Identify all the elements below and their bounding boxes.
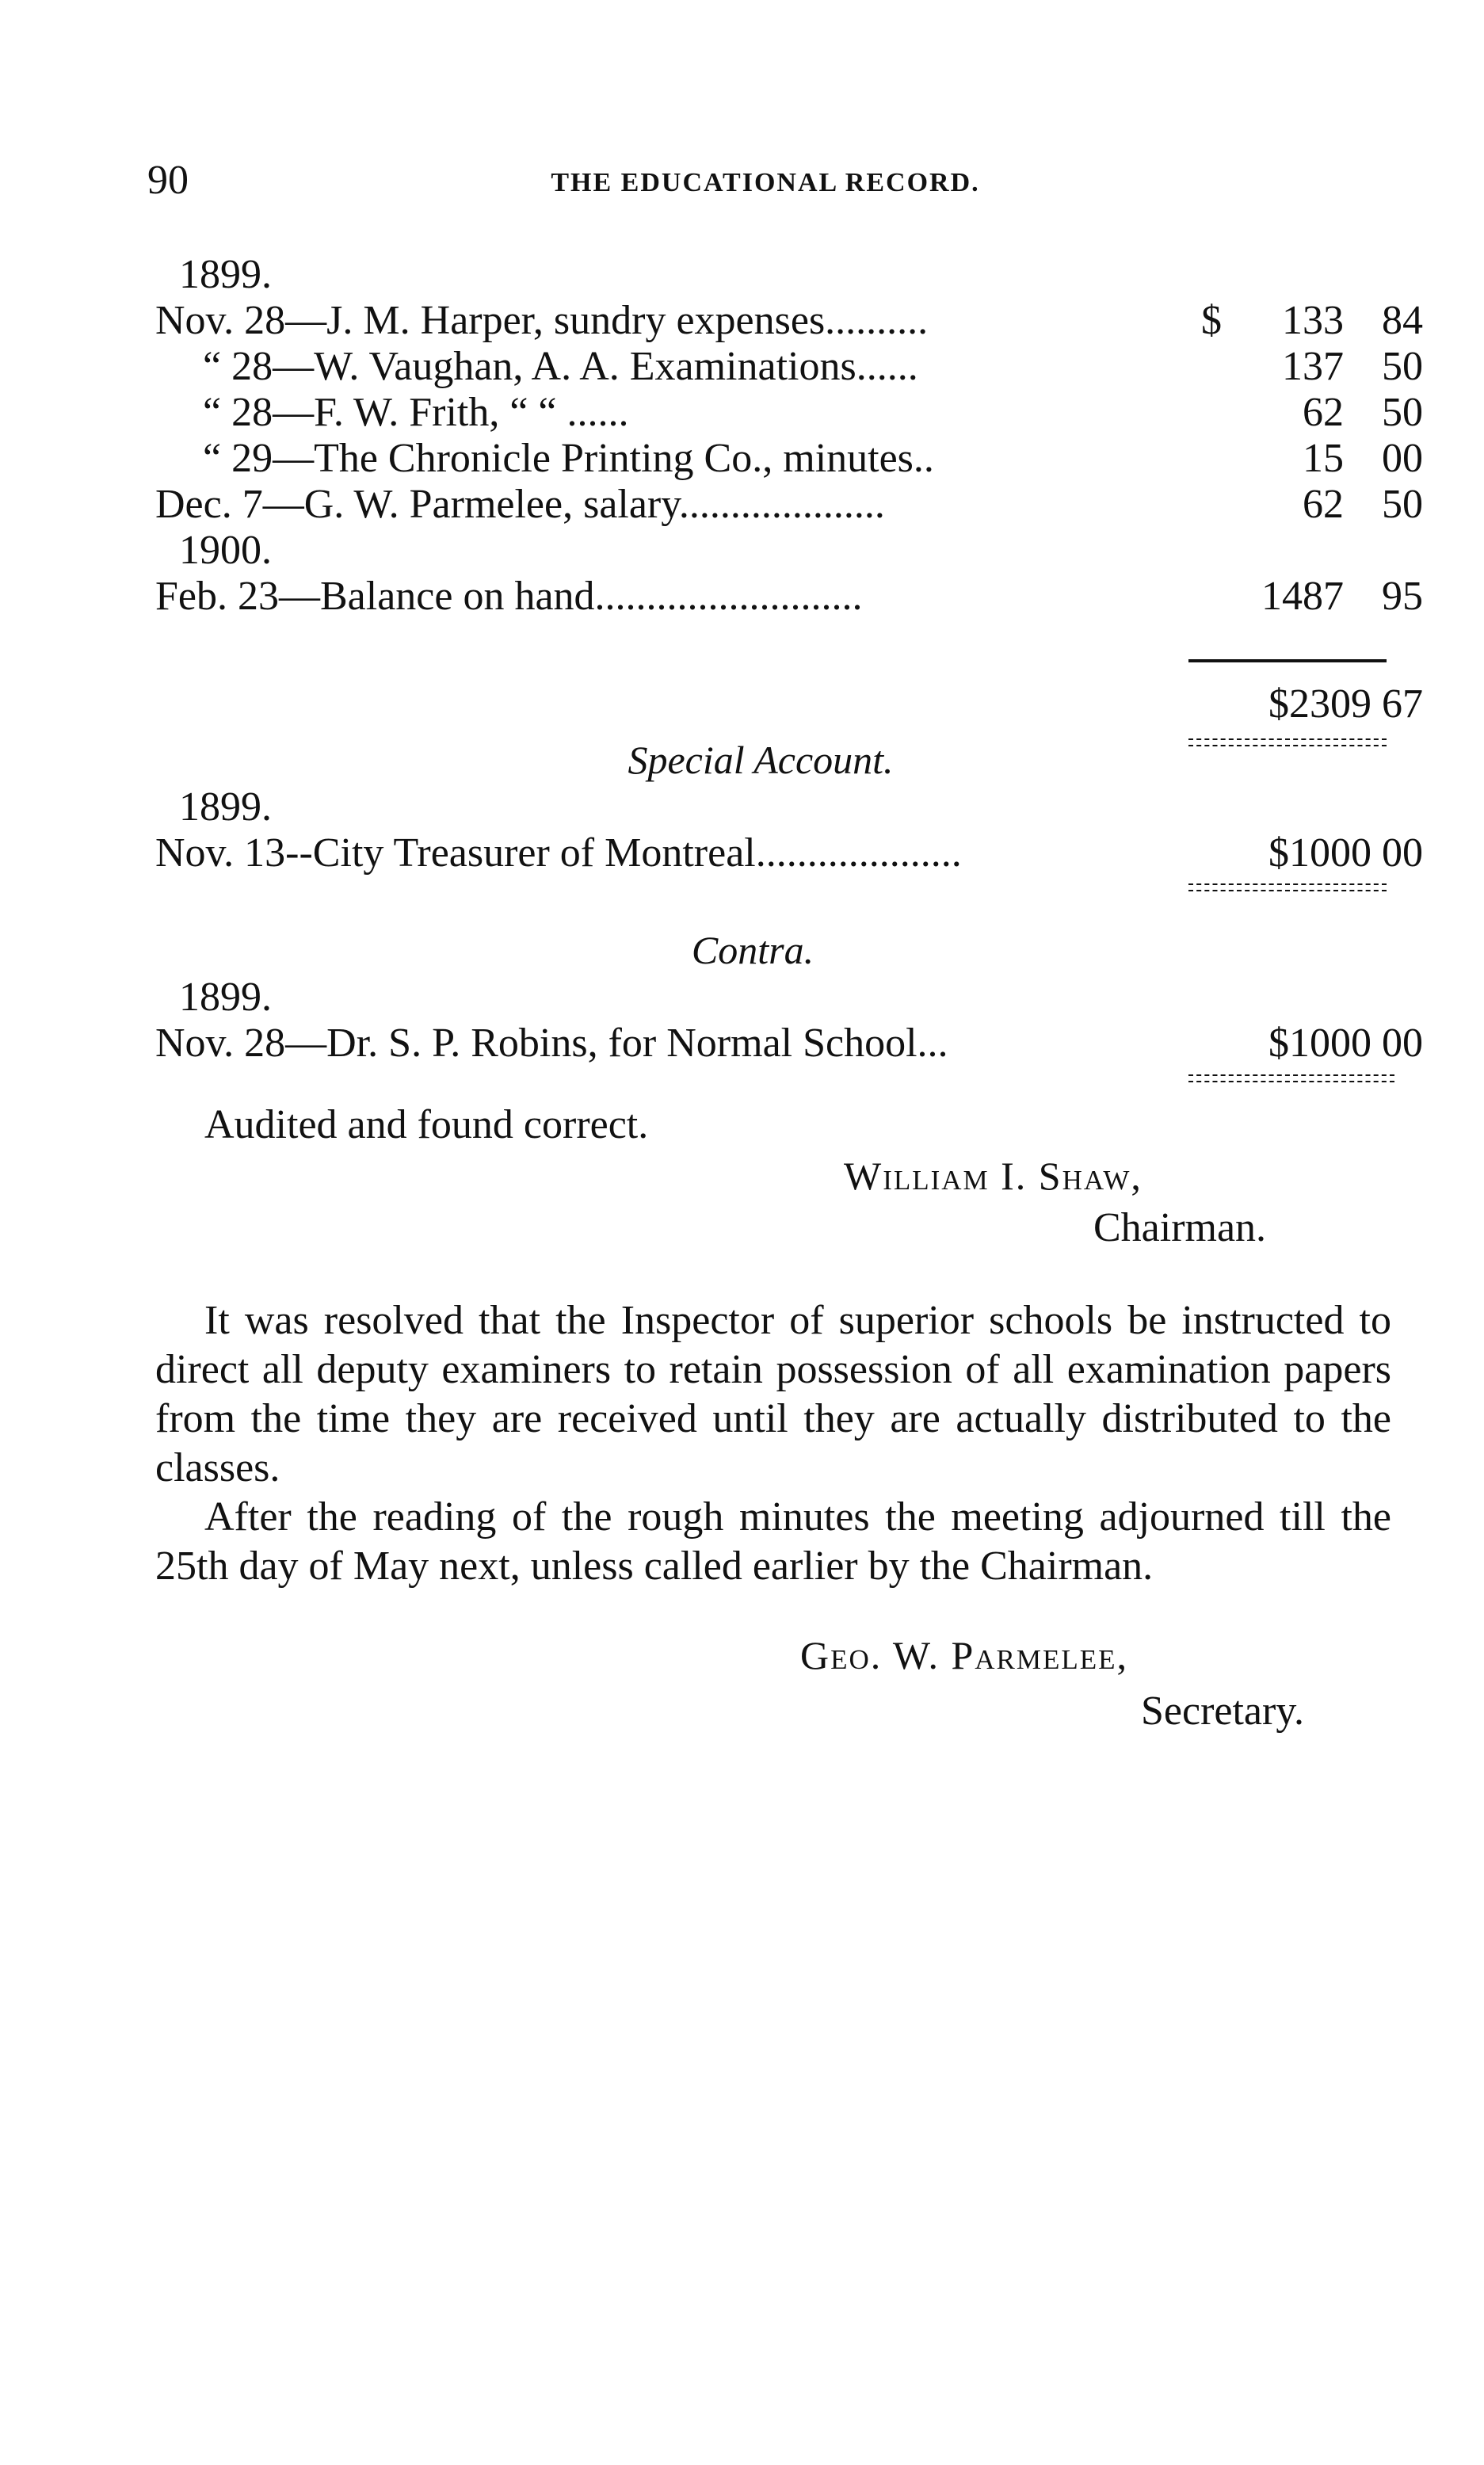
year-label: 1899. <box>179 784 272 830</box>
entry-cents: 50 <box>1382 482 1423 527</box>
entry-text: Nov. 13--City Treasurer of Montreal.................... <box>155 830 962 876</box>
year-label: 1899. <box>179 975 272 1020</box>
sum-rule <box>1188 659 1387 662</box>
special-account-title: Special Account. <box>628 738 894 782</box>
entry-text: Dec. 7—G. W. Parmelee, salary.................... <box>155 482 885 527</box>
entry-text: Nov. 28—Dr. S. P. Robins, for Normal School... <box>155 1021 948 1066</box>
entry-amount: $1000 00 <box>1268 1021 1423 1066</box>
contra-account <box>155 975 1423 1067</box>
minutes-paragraph: It was resolved that the Inspector of superior schools be instructed to direct all deputy examiners to retain possession of all examination papers from the time they are received until they are actually distributed to the classes. <box>155 1298 1391 1490</box>
account-entry <box>155 436 1423 482</box>
entry-dollars: 133 <box>1282 298 1344 343</box>
page-header <box>147 157 1383 212</box>
contra-title: Contra. <box>691 928 814 972</box>
account-entry <box>155 390 1423 436</box>
special-account <box>155 784 1423 876</box>
chairman-signature: William I. Shaw, <box>844 1154 1143 1198</box>
chairman-role: Chairman. <box>1093 1205 1267 1250</box>
entry-cents: 50 <box>1382 390 1423 435</box>
entry-cents: 50 <box>1382 344 1423 389</box>
account-entry <box>155 344 1423 390</box>
page-number: 90 <box>147 158 189 203</box>
double-rule <box>1188 1074 1394 1082</box>
dollar-sign: $ <box>1201 298 1222 343</box>
entry-cents: 84 <box>1382 298 1423 343</box>
entry-text: “ 28—W. Vaughan, A. A. Examinations...... <box>203 344 918 389</box>
entry-amount: $1000 00 <box>1268 830 1423 876</box>
year-label: 1900. <box>179 528 272 573</box>
double-rule <box>1188 883 1387 891</box>
entry-dollars: 137 <box>1282 344 1344 389</box>
double-rule <box>1188 738 1387 746</box>
general-account <box>155 252 1423 620</box>
entry-cents: 00 <box>1382 436 1423 481</box>
balance-entry <box>155 574 1423 620</box>
account-entry <box>155 298 1423 344</box>
minutes-text <box>155 1296 1391 1591</box>
secretary-role: Secretary. <box>1141 1688 1304 1734</box>
entry-dollars: 15 <box>1303 436 1344 481</box>
minutes-paragraph: After the reading of the rough minutes the meeting adjourned till the 25th day of May next, unless called earlier by the Chairman. <box>155 1494 1391 1589</box>
entry-dollars: 62 <box>1303 390 1344 435</box>
entry-text: “ 29—The Chronicle Printing Co., minutes.. <box>203 436 934 481</box>
entry-text: “ 28—F. W. Frith, “ “ ...... <box>203 390 629 435</box>
entry-dollars: 1487 <box>1261 574 1344 619</box>
general-total-row <box>155 681 1423 727</box>
entry-text: Feb. 23—Balance on hand.......................... <box>155 574 863 619</box>
running-title: THE EDUCATIONAL RECORD. <box>551 168 980 197</box>
account-entry <box>155 830 1423 876</box>
entry-text: Nov. 28—J. M. Harper, sundry expenses.......... <box>155 298 929 343</box>
account-entry <box>155 1021 1423 1067</box>
year-label: 1899. <box>179 252 272 297</box>
general-total: $2309 67 <box>1268 681 1423 727</box>
audit-statement: Audited and found correct. <box>204 1102 649 1147</box>
secretary-signature: Geo. W. Parmelee, <box>800 1633 1129 1677</box>
entry-dollars: 62 <box>1303 482 1344 527</box>
entry-cents: 95 <box>1382 574 1423 619</box>
account-entry <box>155 482 1423 528</box>
